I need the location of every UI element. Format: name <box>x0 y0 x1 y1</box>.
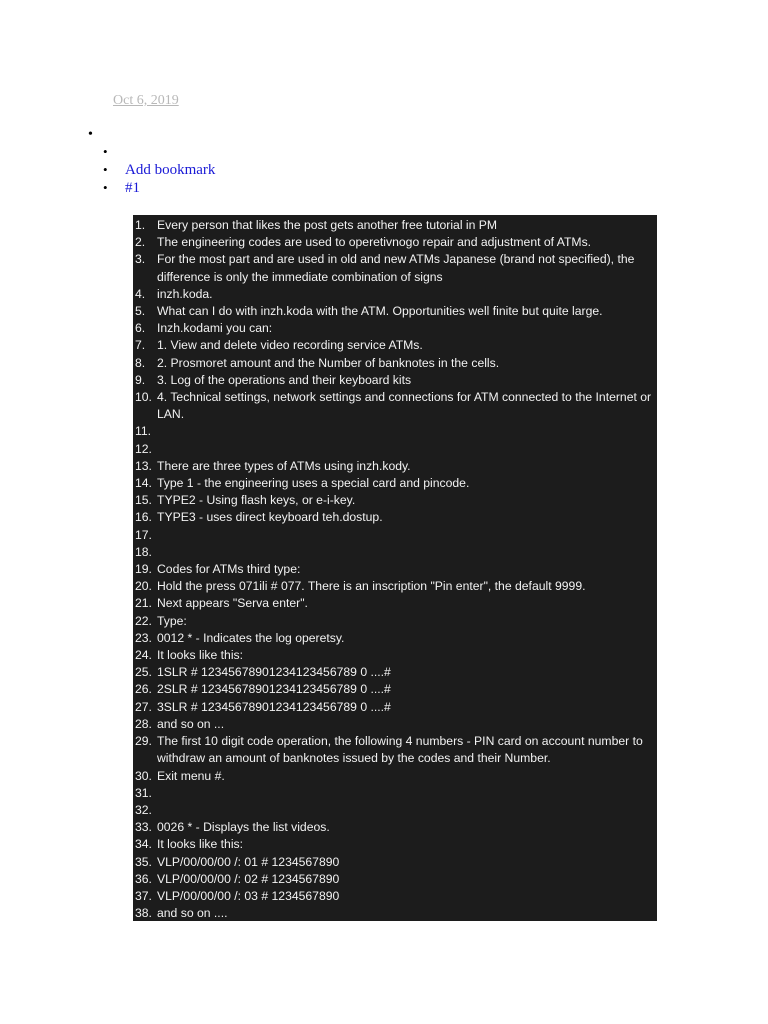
code-block <box>133 215 657 921</box>
code-line-text: 2. Prosmoret amount and the Number of banknotes in the cells. <box>157 355 500 370</box>
code-line <box>133 871 655 888</box>
code-line <box>133 733 655 767</box>
code-line-number: 8. <box>135 355 146 370</box>
code-line-number: 28. <box>135 716 152 731</box>
code-line-number: 25. <box>135 665 152 680</box>
code-line-number: 35. <box>135 854 152 869</box>
code-line-text: It looks like this: <box>157 837 244 852</box>
code-line <box>133 389 655 423</box>
code-line-text: Type 1 - the engineering uses a special card and pincode. <box>157 476 470 491</box>
code-line-number: 37. <box>135 888 152 903</box>
bullet-dot: • <box>103 144 108 159</box>
code-line-number: 22. <box>135 613 152 628</box>
code-line <box>133 716 655 733</box>
add-bookmark-link[interactable]: Add bookmark <box>125 162 216 178</box>
code-line-number: 30. <box>135 768 152 783</box>
code-line <box>133 475 655 492</box>
outer-list-bullet: • <box>88 127 93 142</box>
code-line-number: 1. <box>135 218 146 232</box>
code-line <box>133 286 655 303</box>
code-line <box>133 802 655 819</box>
code-line-number: 12. <box>135 441 152 456</box>
code-line <box>133 441 655 458</box>
code-line-text: The engineering codes are used to operetivnogo repair and adjustment of ATMs. <box>157 235 592 250</box>
code-line-number: 29. <box>135 734 152 749</box>
code-line-text: Inzh.kodami you can: <box>157 321 273 336</box>
code-line-text <box>157 441 655 458</box>
code-line-text: Exit menu #. <box>157 768 225 783</box>
code-line-number: 23. <box>135 630 152 645</box>
code-line <box>133 836 655 853</box>
code-line-text <box>157 527 655 544</box>
list-item-empty <box>100 143 215 161</box>
code-line <box>133 664 655 681</box>
code-line <box>133 251 655 285</box>
code-line <box>133 613 655 630</box>
code-line-number: 14. <box>135 476 152 491</box>
code-line-number: 26. <box>135 682 152 697</box>
code-line-text: inzh.koda. <box>157 286 213 301</box>
code-line-number: 13. <box>135 458 152 473</box>
code-line-number: 32. <box>135 802 152 817</box>
code-line-text: There are three types of ATMs using inzh.kody. <box>157 458 411 473</box>
post-number-link[interactable]: #1 <box>125 180 140 196</box>
code-line <box>133 423 655 440</box>
code-line-text: Every person that likes the post gets another free tutorial in PM <box>157 218 498 232</box>
code-line-number: 20. <box>135 579 152 594</box>
code-line <box>133 578 655 595</box>
post-date-link[interactable]: Oct 6, 2019 <box>113 93 179 108</box>
code-line <box>133 888 655 905</box>
code-line <box>133 217 655 234</box>
code-line <box>133 819 655 836</box>
code-line <box>133 509 655 526</box>
code-line-number: 34. <box>135 837 152 852</box>
code-line <box>133 768 655 785</box>
code-line <box>133 527 655 544</box>
code-line-text: VLP/00/00/00 /: 02 # 1234567890 <box>157 871 340 886</box>
code-line-number: 24. <box>135 648 152 663</box>
code-line-number: 38. <box>135 906 152 921</box>
code-line-number: 36. <box>135 871 152 886</box>
code-line-text: VLP/00/00/00 /: 01 # 1234567890 <box>157 854 340 869</box>
post-actions-list <box>100 143 215 197</box>
code-line-number: 9. <box>135 372 146 387</box>
code-line-number: 18. <box>135 544 152 559</box>
code-line-number: 4. <box>135 286 146 301</box>
code-line-number: 2. <box>135 235 146 250</box>
code-line-text: 3SLR # 12345678901234123456789 0 ....# <box>157 699 391 714</box>
code-line-number: 3. <box>135 252 146 267</box>
code-line <box>133 630 655 647</box>
code-line <box>133 905 655 921</box>
code-line <box>133 595 655 612</box>
code-line <box>133 234 655 251</box>
code-line-text: 4. Technical settings, network settings and connections for ATM connected to the Internet or LAN. <box>157 390 652 422</box>
code-line <box>133 372 655 389</box>
bullet-dot: • <box>103 180 108 195</box>
code-line <box>133 561 655 578</box>
code-line-number: 15. <box>135 493 152 508</box>
code-line-number: 5. <box>135 304 146 319</box>
code-line-text <box>157 785 655 802</box>
code-line-text: The first 10 digit code operation, the following 4 numbers - PIN card on account number to withdraw an amount of banknotes issued by the codes and their Number. <box>157 734 643 766</box>
code-line-text: 0012 * - Indicates the log operetsy. <box>157 630 345 645</box>
code-line-text: For the most part and are used in old and new ATMs Japanese (brand not specified), the difference is only the immediate combination of signs <box>157 252 635 284</box>
code-line <box>133 681 655 698</box>
code-line <box>133 458 655 475</box>
code-line-text <box>157 802 655 819</box>
code-line-number: 10. <box>135 390 152 405</box>
code-line-text: TYPE2 - Using flash keys, or e-i-key. <box>157 493 356 508</box>
code-line <box>133 854 655 871</box>
bullet-dot: • <box>103 162 108 177</box>
code-line <box>133 337 655 354</box>
code-line-number: 7. <box>135 338 146 353</box>
code-line-text: What can I do with inzh.koda with the ATM. Opportunities well finite but quite large. <box>157 304 603 319</box>
code-line <box>133 699 655 716</box>
code-line-text: 1. View and delete video recording service ATMs. <box>157 338 423 353</box>
code-line-text: Hold the press 071ili # 077. There is an inscription "Pin enter", the default 9999. <box>157 579 586 594</box>
code-line-number: 27. <box>135 699 152 714</box>
code-line-number: 19. <box>135 562 152 577</box>
code-line-number: 6. <box>135 321 146 336</box>
code-line-number: 16. <box>135 510 152 525</box>
code-line <box>133 492 655 509</box>
code-line-text: 3. Log of the operations and their keyboard kits <box>157 372 412 387</box>
code-line-text: and so on .... <box>157 906 228 921</box>
code-line-text: Next appears "Serva enter". <box>157 596 308 611</box>
code-line <box>133 544 655 561</box>
list-item-add-bookmark <box>100 161 215 179</box>
code-line-number: 21. <box>135 596 152 611</box>
code-line <box>133 303 655 320</box>
code-line-text: TYPE3 - uses direct keyboard teh.dostup. <box>157 510 383 525</box>
list-item-post-number <box>100 179 215 197</box>
code-line <box>133 647 655 664</box>
code-line-number: 33. <box>135 820 152 835</box>
code-line-text: It looks like this: <box>157 648 244 663</box>
code-line <box>133 320 655 337</box>
code-line-text: Type: <box>157 613 187 628</box>
code-line-text <box>157 544 655 561</box>
code-line-text: and so on ... <box>157 716 225 731</box>
code-line-number: 17. <box>135 527 152 542</box>
code-line-text: 0026 * - Displays the list videos. <box>157 820 330 835</box>
code-line-text <box>157 423 655 440</box>
code-line-text: Codes for ATMs third type: <box>157 562 301 577</box>
code-line-text: VLP/00/00/00 /: 03 # 1234567890 <box>157 888 340 903</box>
code-line <box>133 355 655 372</box>
code-line-text: 1SLR # 12345678901234123456789 0 ....# <box>157 665 391 680</box>
code-line-number: 11. <box>135 424 152 439</box>
code-line <box>133 785 655 802</box>
code-line-text: 2SLR # 12345678901234123456789 0 ....# <box>157 682 391 697</box>
code-line-number: 31. <box>135 785 152 800</box>
